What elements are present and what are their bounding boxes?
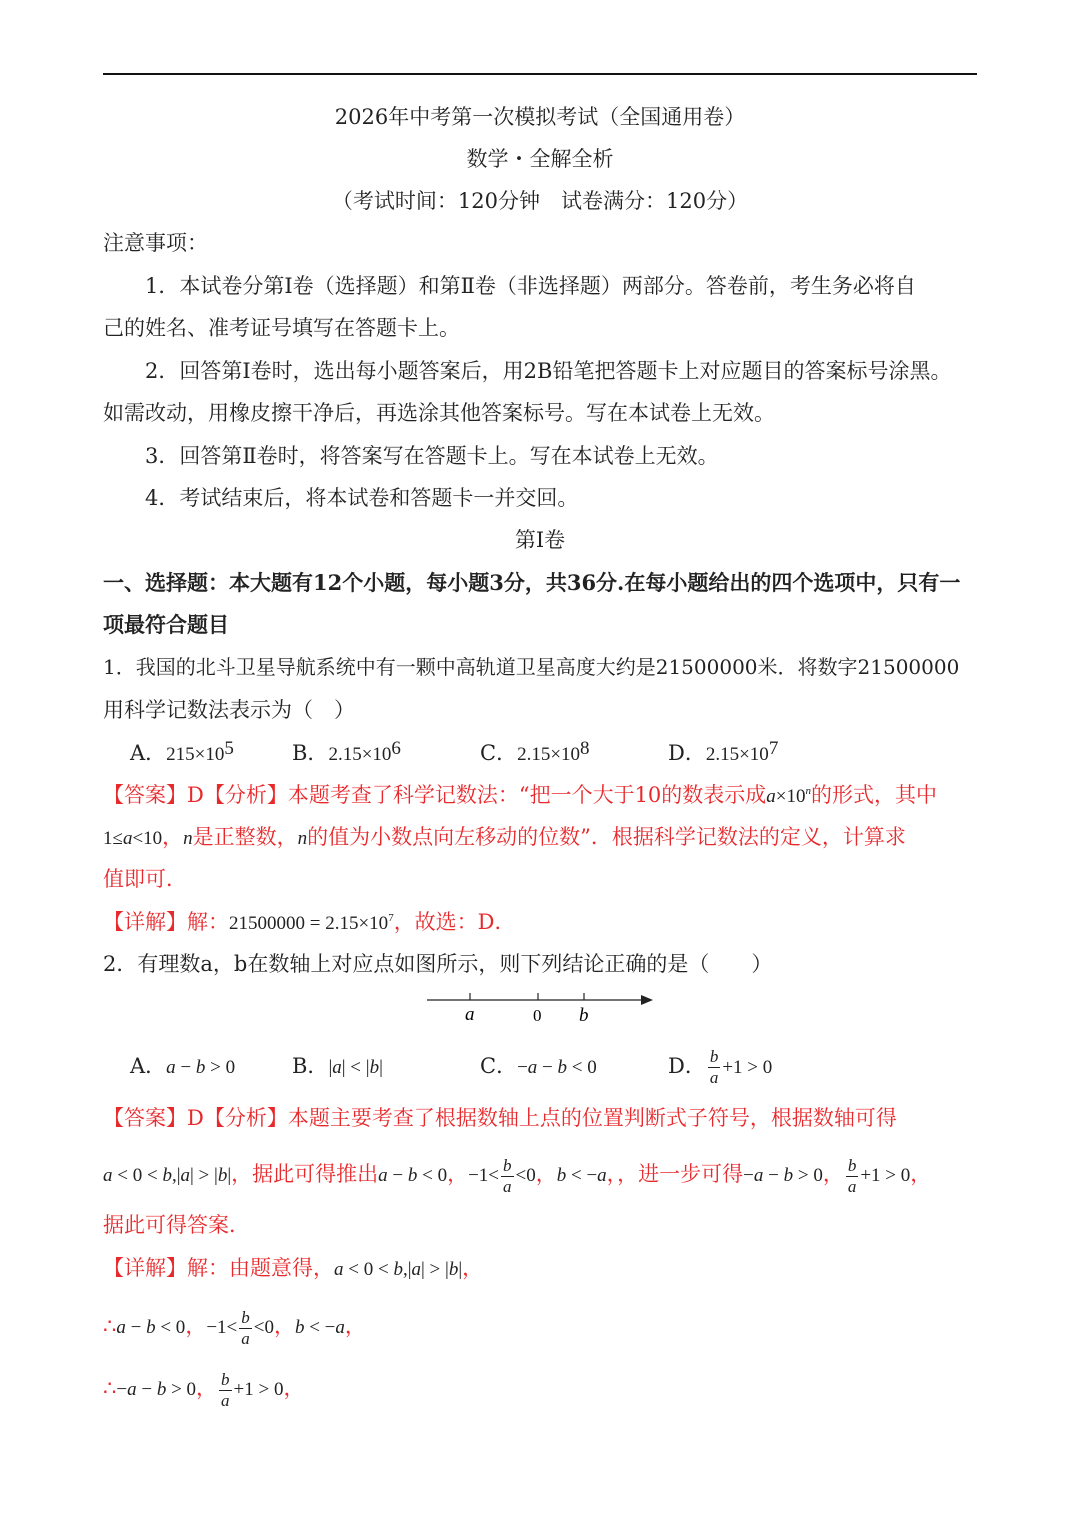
note-2-line1: 2．回答第Ⅰ卷时，选出每小题答案后，用2B铅笔把答题卡上对应题目的答案标号涂黑。 <box>145 359 952 383</box>
q2-detail-expr-3: −1< $\frac{b}{a}$ <0 <box>206 1308 274 1349</box>
q2-answer-line2: a < 0 < b,|a| > |b|，据此可得推出a − b < 0，−1< $\frac{b}{a}$ <0，b < −a，，进一步可得−a − b > 0， $\frac{b}{a}$ +1 > 0， <box>103 1156 932 1197</box>
q1-n-var: n <box>183 828 193 849</box>
q1-answer-line2-text: 是正整数， <box>192 825 298 849</box>
q2-option-d-fraction: $\frac{b}{a}$ <box>709 1047 719 1087</box>
q2-detail-expr-4: b < −a <box>294 1317 345 1338</box>
q2-option-a-label: A． <box>130 1054 167 1078</box>
q1-option-a-exp: 5 <box>224 738 234 759</box>
q2-ineq-2: a − b < 0 <box>378 1165 448 1186</box>
q2-option-b-label: B． <box>292 1054 329 1078</box>
q1-range-expr: 1≤a<10 <box>103 828 163 849</box>
q2-option-a-expr: a − b > 0 <box>166 1057 236 1078</box>
q2-detail-expr-1: a < 0 < b,|a| > |b| <box>334 1259 463 1280</box>
q1-detail-expr: $21500000 = 2.15\times 10^7$ <box>229 912 394 934</box>
q2-option-b <box>292 1051 383 1083</box>
q2-option-c-label: C． <box>480 1054 518 1078</box>
q1-option-a-expr: 215×10 <box>166 744 225 765</box>
q2-option-c-expr: −a − b < 0 <box>517 1057 597 1078</box>
q1-stem-line2: 用科学记数法表示为（ ） <box>103 698 355 722</box>
note-2-line2: 如需改动，用橡皮擦干净后，再选涂其他答案标号。写在本试卷上无效。 <box>103 401 775 425</box>
q2-detail-label: 【详解】解：由题意得， <box>103 1256 334 1280</box>
q1-detail <box>103 907 516 939</box>
numline-label-a: a <box>465 1004 475 1025</box>
q1-option-c-exp: 8 <box>580 738 590 759</box>
q1-answer-line2-tail: 的值为小数点向左移动的位数”．根据科学记数法的定义，计算求 <box>307 825 906 849</box>
number-line-figure <box>427 990 657 1030</box>
q2-option-d-label: D． <box>668 1054 706 1078</box>
note-4: 4．考试结束后，将本试卷和答题卡一并交回。 <box>145 486 579 510</box>
q1-answer-line3: 值即可． <box>103 867 187 891</box>
q2-detail-expr-5: −a − b > 0 <box>116 1379 197 1400</box>
q2-answer-mid: ，据此可得推出 <box>231 1162 379 1186</box>
q1-option-d-label: D． <box>668 741 706 765</box>
therefore-icon: ∴ <box>103 1376 117 1400</box>
q1-sci-form: $a\times 10^n$ <box>766 785 812 807</box>
q1-option-d-exp: 7 <box>768 738 779 759</box>
q1-answer-text-tail: 的形式，其中 <box>811 783 938 807</box>
q2-option-a <box>130 1051 235 1083</box>
arrow-right-icon <box>641 995 653 1005</box>
q1-answer-line1 <box>103 780 937 812</box>
q1-n-var-2: n <box>297 828 308 849</box>
q2-option-d-tail: +1 > 0 <box>722 1057 773 1078</box>
note-3: 3．回答第Ⅱ卷时，将答案写在答题卡上。写在本试卷上无效。 <box>145 444 719 468</box>
q1-option-c <box>480 738 590 770</box>
q2-answer-line3: 据此可得答案． <box>103 1213 250 1237</box>
q1-option-a-label: A． <box>130 741 167 765</box>
q1-option-b-label: B． <box>292 741 329 765</box>
q1-option-d-expr: 2.15×10 <box>705 744 769 765</box>
q1-detail-label: 【详解】解： <box>103 910 229 934</box>
q1-option-b-expr: 2.15×10 <box>328 744 392 765</box>
q2-option-b-expr: |a| < |b| <box>328 1057 383 1078</box>
volume-label: 第Ⅰ卷 <box>514 528 566 552</box>
q2-answer-more: ，进一步可得 <box>617 1162 744 1186</box>
q2-ineq-6: $\frac{b}{a}$ +1 > 0 <box>847 1156 911 1197</box>
q2-detail-line3: ∴−a − b > 0， $\frac{b}{a}$ +1 > 0， <box>103 1370 305 1411</box>
note-1-line2: 己的姓名、准考证号填写在答题卡上。 <box>103 316 460 340</box>
q2-detail-line2: ∴a − b < 0，−1< $\frac{b}{a}$ <0，b < −a， <box>103 1308 366 1349</box>
section-heading-line1: 一、选择题：本大题有12个小题，每小题3分，共36分.在每小题给出的四个选项中，只有一 <box>103 570 961 595</box>
therefore-icon: ∴ <box>103 1314 117 1338</box>
q2-ineq-3: −1< $\frac{b}{a}$ <0 <box>468 1156 536 1197</box>
exam-title: 2026年中考第一次模拟考试（全国通用卷） <box>334 105 746 129</box>
note-1-line1: 1．本试卷分第Ⅰ卷（选择题）和第Ⅱ卷（非选择题）两部分。答卷前，考生务必将自 <box>145 274 916 298</box>
numline-label-b: b <box>579 1005 589 1026</box>
q2-ineq-5: −a − b > 0 <box>743 1165 823 1186</box>
q2-answer-line1: 【答案】D【分析】本题主要考查了根据数轴上点的位置判断式子符号，根据数轴可得 <box>103 1106 897 1130</box>
q2-stem: 2．有理数a，b在数轴上对应点如图所示，则下列结论正确的是（ ） <box>103 952 773 976</box>
q1-option-b-exp: 6 <box>391 738 401 759</box>
section-heading-line2: 项最符合题目 <box>103 612 229 637</box>
numline-label-0: 0 <box>533 1006 542 1025</box>
q1-option-a <box>130 738 234 770</box>
q1-option-c-label: C． <box>480 741 518 765</box>
q1-answer-line2: 1≤a<10，n是正整数，n的值为小数点向左移动的位数”．根据科学记数法的定义，计算求 <box>103 825 906 849</box>
exam-info: （考试时间：120分钟 试卷满分：120分） <box>331 189 749 213</box>
q2-ineq-1: a < 0 < b,|a| > |b| <box>103 1165 232 1186</box>
notes-heading: 注意事项： <box>103 231 208 255</box>
exam-subtitle: 数学・全解全析 <box>466 147 614 171</box>
q2-detail-line1: 【详解】解：由题意得，a < 0 < b,|a| > |b|， <box>103 1256 484 1280</box>
q1-option-d <box>668 738 778 770</box>
q1-option-c-expr: 2.15×10 <box>517 744 581 765</box>
q2-detail-expr-2: a − b < 0 <box>116 1317 186 1338</box>
q1-detail-tail: ，故选：D． <box>393 910 516 934</box>
q1-stem-line1: 1．我国的北斗卫星导航系统中有一颗中高轨道卫星高度大约是21500000米．将数字21500000 <box>103 655 960 679</box>
header-rule <box>103 73 977 75</box>
q2-ineq-4: b < −a <box>556 1165 607 1186</box>
q1-answer-text: 【答案】D【分析】本题考查了科学记数法：“把一个大于10的数表示成 <box>103 783 767 807</box>
q1-option-b <box>292 738 401 770</box>
q2-detail-expr-6: $\frac{b}{a}$ +1 > 0 <box>221 1370 284 1411</box>
q2-option-c <box>480 1051 597 1083</box>
q2-option-d <box>668 1042 772 1092</box>
